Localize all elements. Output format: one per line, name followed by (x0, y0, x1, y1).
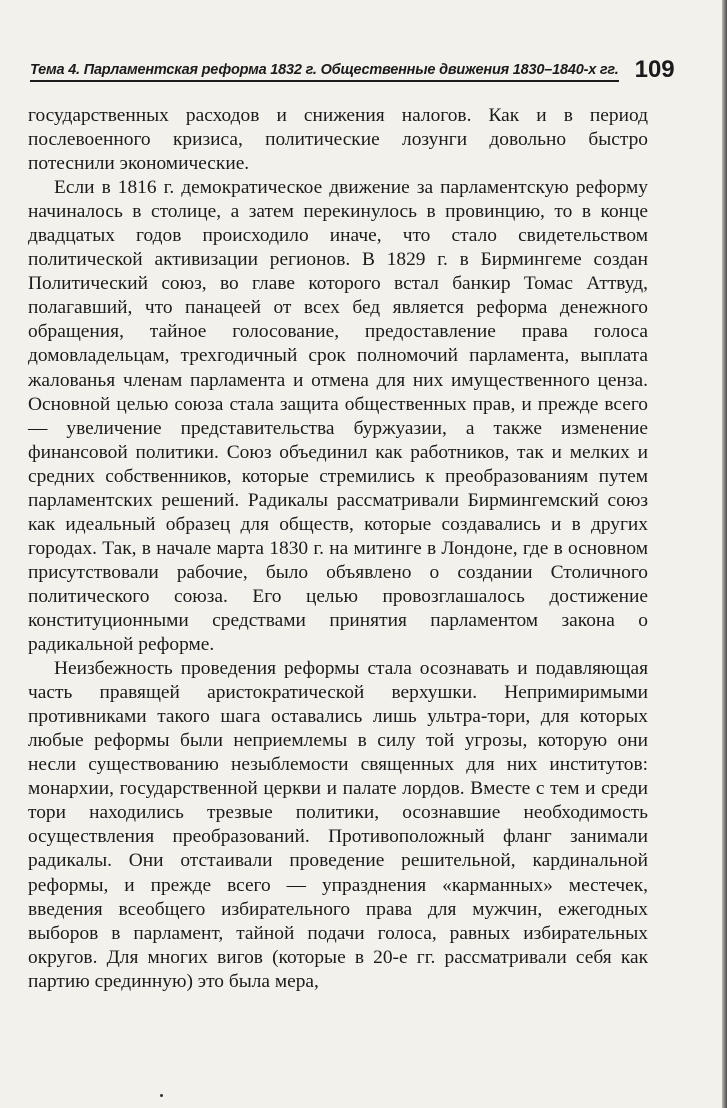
page-number: 109 (634, 56, 675, 83)
page-edge-shadow (722, 0, 727, 1108)
body-text (28, 104, 648, 994)
running-title: Тема 4. Парламентская реформа 1832 г. Общественные движения 1830–1840-х гг. (30, 62, 619, 82)
paragraph-political-union: Если в 1816 г. демократическое движение за парламентскую реформу начиналось в столице, а затем перекинулось в провинцию, то в конце двадцатых годов происходило иначе, что стало свидетельством политической активизации регионов. В 1829 г. в Бирмингеме создан Политический союз, во главе которого встал банкир Томас Аттвуд, полагавший, что панацеей от всех бед является реформа денежного обращения, тайное голосование, предоставление права голоса домовладельцам, трехгодичный срок полномочий парламента, выплата жалованья членам парламента и отмена для них имущественного ценза. Основной целью союза стала защита общественных прав, и прежде всего — увеличение представительства буржуазии, а также изменение финансовой политики. Союз объединил как работников, так и мелких и средних собственников, которые стремились к преобразованиям путем парламентских решений. Радикалы рассматривали Бирмингемский союз как идеальный образец для обществ, которые создавались и в других городах. Так, в начале марта 1830 г. на митинге в Лондоне, где в основном присутствовали рабочие, было объявлено о создании Столичного политического союза. Его целью провозглашалось достижение конституционными средствами принятия парламентом закона о радикальной реформе. (28, 177, 648, 656)
page-header (30, 56, 675, 83)
paragraph-reform-inevitability: Неизбежность проведения реформы стала осознавать и подавляющая часть правящей аристократической верхушки. Непримиримыми противниками такого шага оставались лишь ультра-тори, для которых любые реформы были неприемлемы в силу той угрозы, которую они несли существованию незыблемости священных для них институтов: монархии, государственной церкви и палате лордов. Вместе с тем и среди тори находились трезвые политики, осознавшие необходимость осуществления преобразований. Противоположный фланг занимали радикалы. Они отстаивали проведение решительной, кардинальной реформы, и прежде всего — упразднения «карманных» местечек, введения всеобщего избирательного права для мужчин, ежегодных выборов в парламент, тайной подачи голоса, равных избирательных округов. Для многих вигов (которые в 20-е гг. рассматривали себя как партию срединную) это была мера, (28, 658, 648, 992)
scan-speck (160, 1094, 163, 1097)
paragraph-continued: государственных расходов и снижения налогов. Как и в период послевоенного кризиса, политические лозунги довольно быстро потеснили экономические. (28, 105, 648, 175)
